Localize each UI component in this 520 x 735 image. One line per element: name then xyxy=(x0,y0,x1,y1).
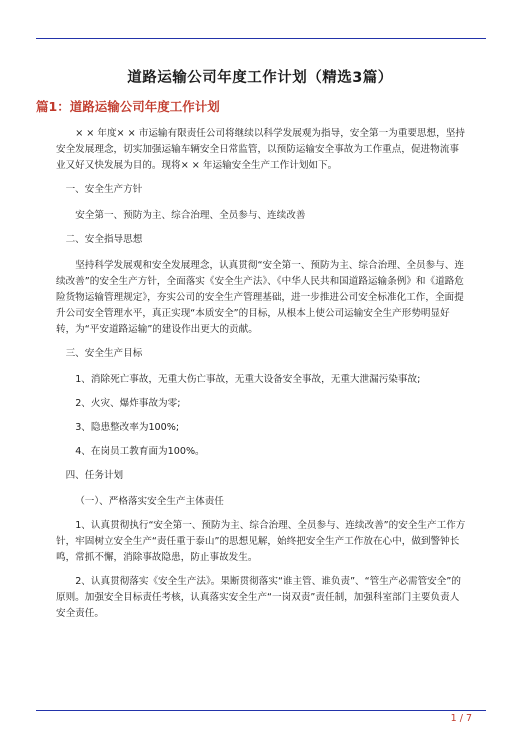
goal-item: 3、隐患整改率为100%; xyxy=(75,422,180,433)
policy-text: 安全第一、预防为主、综合治理、全员参与、连续改善 xyxy=(75,210,306,221)
section-title: 篇1：道路运输公司年度工作计划 xyxy=(36,99,220,114)
document-title: 道路运输公司年度工作计划（精选3篇） xyxy=(127,70,393,86)
goal-item: 4、在岗员工教育面为100%。 xyxy=(75,446,205,457)
page-number: 1 / 7 xyxy=(450,713,472,724)
header-rule xyxy=(36,38,486,39)
document-body xyxy=(56,126,466,630)
task-item: 2、认真贯彻落实《安全生产法》。果断贯彻落实“谁主管、谁负责”、“管生产必需管安全”的原则。加强安全目标责任考核，认真落实安全生产“一岗双责”责任制，加强科室部门主要负责人安全责任。 xyxy=(56,576,461,619)
footer-rule xyxy=(36,710,486,711)
heading-goals: 三、安全生产目标 xyxy=(65,348,143,359)
task-item: 1、认真贯彻执行“安全第一、预防为主、综合治理、全员参与、连续改善”的安全生产工作方针，牢固树立安全生产“责任重于泰山”的思想见解，始终把安全生产工作放在心中，做到警钟长鸣，常抓不懈，消除事故隐患，防止事故发生。 xyxy=(56,520,466,563)
guiding-thought-text: 坚持科学发展观和安全发展理念，认真贯彻“安全第一、预防为主、综合治理、全员参与、连续改善”的安全生产方针，全面落实《安全生产法》、《中华人民共和国道路运输条例》和《道路危险货物运输管理规定》，夯实公司的安全生产管理基础，进一步推进公司安全标准化工作，全面提升公司安全管理水平，真正实现“本质安全”的目标，从根本上使公司运输安全生产形势明显好转，为“平安道路运输”的建设作出更大的贡献。 xyxy=(56,260,464,335)
heading-policy: 一、安全生产方针 xyxy=(65,184,143,195)
goal-item: 2、火灾、爆炸事故为零; xyxy=(75,398,181,409)
goal-item: 1、消除死亡事故，无重大伤亡事故，无重大设备安全事故，无重大泄漏污染事故; xyxy=(75,374,421,385)
intro-paragraph: × × 年度× × 市运输有限责任公司将继续以科学发展观为指导，安全第一为重要思想，坚持安全发展理念，切实加强运输车辆安全日常监管，以预防运输安全事故为工作重点，促进物流事业又好又快发展为目的。现将× × 年运输安全生产工作计划如下。 xyxy=(56,128,465,171)
heading-task-plan: 四、任务计划 xyxy=(65,470,124,481)
subheading-responsibility: （一）、严格落实安全生产主体责任 xyxy=(75,496,224,507)
heading-guiding-thought: 二、安全指导思想 xyxy=(65,234,143,245)
